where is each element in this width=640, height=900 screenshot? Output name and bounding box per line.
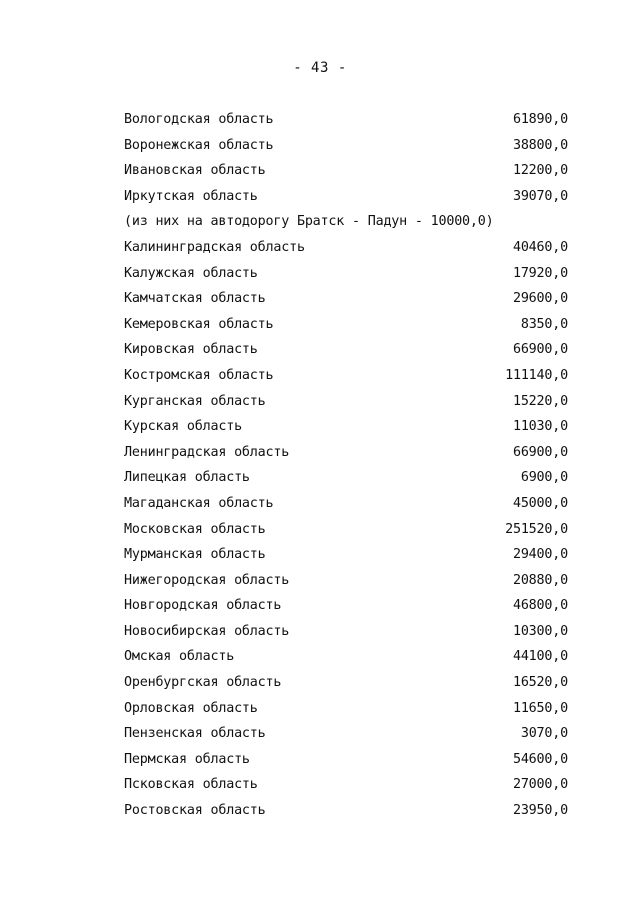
- region-value: 10300,0: [512, 623, 568, 639]
- list-item: [124, 136, 568, 162]
- region-value: 66900,0: [512, 342, 568, 358]
- list-item: [124, 750, 568, 776]
- list-item: [124, 366, 568, 392]
- list-item: [124, 187, 568, 213]
- list-item: [124, 520, 568, 546]
- region-value: 11650,0: [512, 700, 568, 716]
- list-item: [124, 801, 568, 827]
- region-value: 23950,0: [512, 803, 568, 819]
- region-name: Калужская область: [124, 265, 258, 281]
- region-name: Пензенская область: [124, 726, 266, 742]
- list-item: [124, 392, 568, 418]
- list-item: [124, 699, 568, 725]
- region-name: Нижегородская область: [124, 572, 290, 588]
- region-name: Ленинградская область: [124, 444, 290, 460]
- region-value: 39070,0: [512, 188, 568, 204]
- region-name: Ивановская область: [124, 163, 266, 179]
- region-name: Кемеровская область: [124, 316, 274, 332]
- list-item: [124, 494, 568, 520]
- list-item: [124, 443, 568, 469]
- list-item: [124, 161, 568, 187]
- region-name: Омская область: [124, 649, 235, 665]
- region-value: 45000,0: [512, 495, 568, 511]
- region-value: 29600,0: [512, 291, 568, 307]
- region-value: 11030,0: [512, 419, 568, 435]
- region-value: 27000,0: [512, 777, 568, 793]
- region-value: 8350,0: [520, 316, 568, 332]
- region-value: 44100,0: [512, 649, 568, 665]
- region-name: Иркутская область: [124, 188, 258, 204]
- region-name: Кировская область: [124, 342, 258, 358]
- region-name: Курская область: [124, 419, 242, 435]
- list-item: [124, 417, 568, 443]
- region-name: Вологодская область: [124, 112, 274, 127]
- list-item: [124, 622, 568, 648]
- region-value: 38800,0: [512, 137, 568, 153]
- region-value: 54600,0: [512, 751, 568, 767]
- list-item: [124, 264, 568, 290]
- list-item: [124, 340, 568, 366]
- region-name: Мурманская область: [124, 547, 266, 563]
- list-item: [124, 724, 568, 750]
- region-name: Московская область: [124, 521, 266, 537]
- region-name: Псковская область: [124, 777, 258, 793]
- list-item: [124, 110, 568, 136]
- region-name: Новосибирская область: [124, 623, 290, 639]
- region-value: 251520,0: [505, 521, 568, 537]
- page-number: - 43 -: [293, 60, 347, 76]
- list-item: [124, 545, 568, 571]
- region-value: 12200,0: [512, 163, 568, 179]
- list-item: [124, 289, 568, 315]
- region-value: 6900,0: [520, 470, 568, 486]
- list-item: [124, 571, 568, 597]
- list-item: [124, 238, 568, 264]
- region-name: Орловская область: [124, 700, 258, 716]
- region-value: 61890,0: [512, 112, 568, 127]
- region-name: Камчатская область: [124, 291, 266, 307]
- region-list: [124, 110, 568, 827]
- region-name: Магаданская область: [124, 495, 274, 511]
- region-name: Ростовская область: [124, 803, 266, 819]
- region-value: 15220,0: [512, 393, 568, 409]
- region-value: 3070,0: [520, 726, 568, 742]
- region-name: (из них на автодорогу Братск - Падун - 10000,0): [124, 214, 494, 230]
- region-name: Воронежская область: [124, 137, 274, 153]
- list-item: [124, 315, 568, 341]
- list-item: [124, 673, 568, 699]
- region-name: Курганская область: [124, 393, 266, 409]
- region-value: 46800,0: [512, 598, 568, 614]
- region-value: 17920,0: [512, 265, 568, 281]
- list-item: [124, 647, 568, 673]
- region-name: Пермская область: [124, 751, 250, 767]
- region-value: 20880,0: [512, 572, 568, 588]
- region-name: Новгородская область: [124, 598, 282, 614]
- region-name: Костромская область: [124, 367, 274, 383]
- list-item: [124, 596, 568, 622]
- region-value: 16520,0: [512, 675, 568, 691]
- region-name: Оренбургская область: [124, 675, 282, 691]
- region-name: Липецкая область: [124, 470, 250, 486]
- list-item: [124, 775, 568, 801]
- region-value: 66900,0: [512, 444, 568, 460]
- list-item: [124, 212, 568, 238]
- region-value: 40460,0: [512, 239, 568, 255]
- region-value: 29400,0: [512, 547, 568, 563]
- region-value: 111140,0: [505, 367, 568, 383]
- list-item: [124, 468, 568, 494]
- region-name: Калининградская область: [124, 239, 305, 255]
